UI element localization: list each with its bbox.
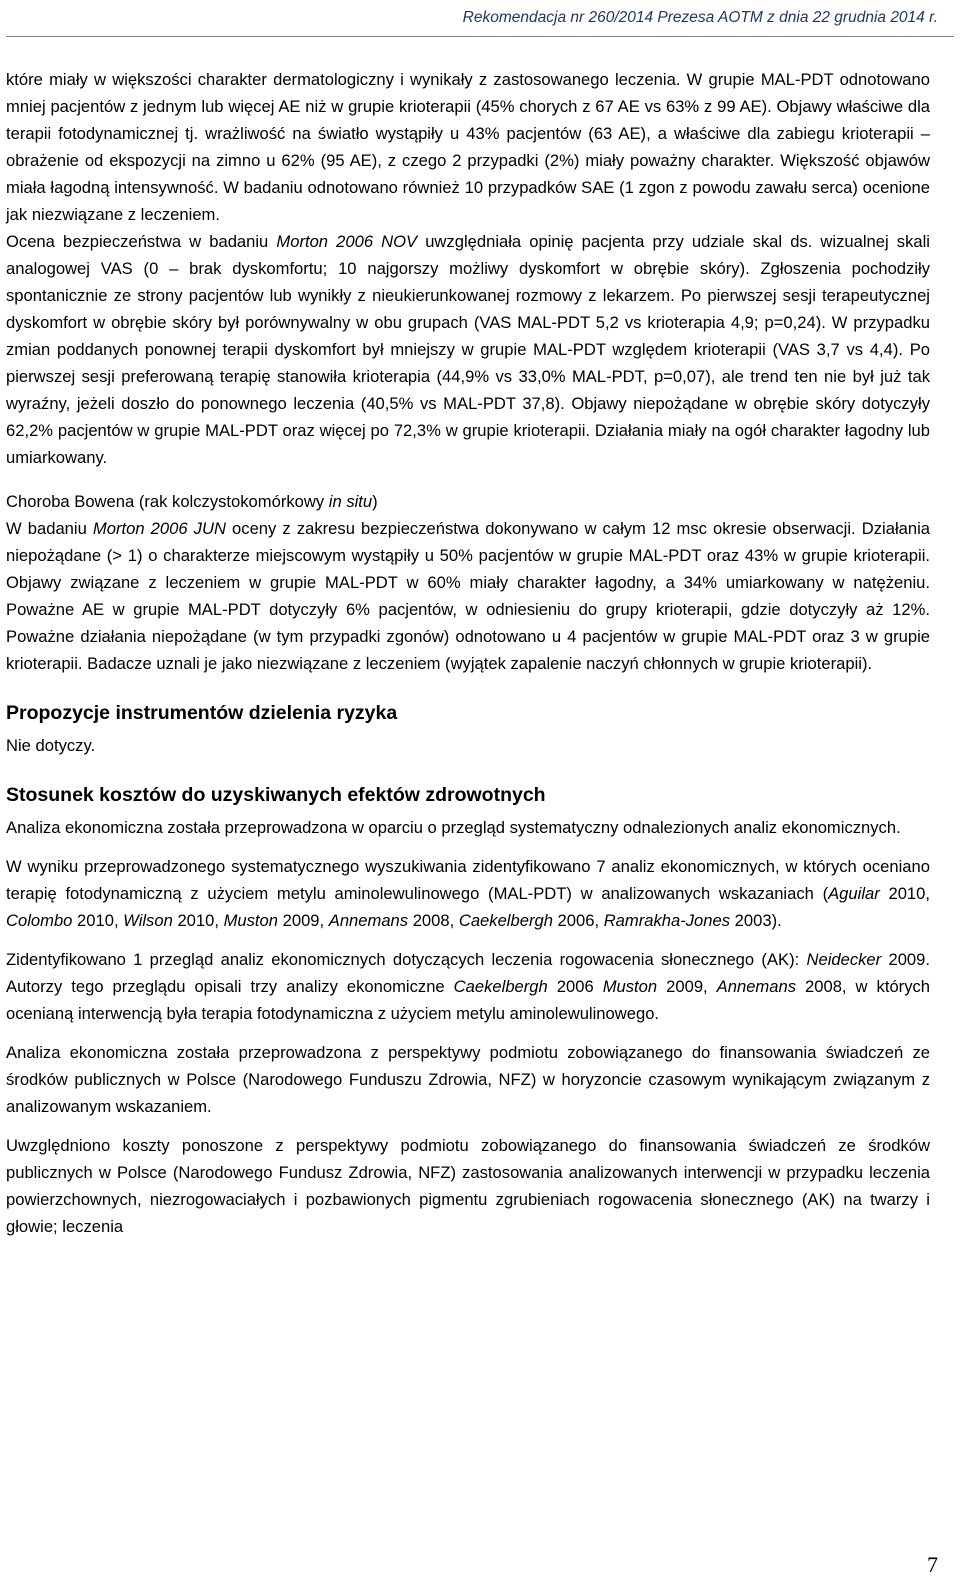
paragraph-review-identified xyxy=(6,946,930,1027)
citation-author: Wilson xyxy=(123,911,173,930)
text-span: Ocena bezpieczeństwa w badaniu xyxy=(6,232,277,251)
study-name: Morton 2006 JUN xyxy=(92,519,226,538)
citation-author: Ramrakha-Jones xyxy=(603,911,731,930)
document-body xyxy=(6,66,930,1240)
citation-year: 2009, xyxy=(278,911,329,930)
citation-author: Neidecker xyxy=(806,950,882,969)
paragraph-adverse-events: które miały w większości charakter dermatologiczny i wynikały z zastosowanego leczenia. W grupie MAL-PDT odnotowano mniej pacjentów z jednym lub więcej AE niż w grupie krioterapii (45% chorych z 67 AE vs 63% z 99 AE). Objawy właściwe dla terapii fotodynamicznej tj. wrażliwość na światło wystąpiły u 43% pacjentów (63 AE), a właściwe dla zabiegu krioterapii – obrażenie od ekspozycji na zimno u 62% (95 AE), z czego 2 przypadki (2%) miały poważny charakter. Większość objawów miała łagodną intensywność. W badaniu odnotowano również 10 przypadków SAE (1 zgon z powodu zawału serca) ocenione jak niezwiązane z leczeniem. xyxy=(6,70,930,224)
text-span: Zidentyfikowano 1 przegląd analiz ekonomicznych dotyczących leczenia rogowacenia słonecznego (AK): xyxy=(6,950,807,969)
citation-year: 2010, xyxy=(72,911,124,930)
text-span: W badaniu xyxy=(6,519,93,538)
section-heading-risk-sharing: Propozycje instrumentów dzielenia ryzyka xyxy=(6,702,398,724)
citation-year: 2010, xyxy=(172,911,224,930)
text-span: 2008, w których ocenianą interwencją była terapia fotodynamiczna z użyciem metylu aminolewulinowego. xyxy=(6,977,931,1023)
text-span: Choroba Bowena (rak kolczystokomórkowy xyxy=(6,492,329,511)
citation-author: Muston xyxy=(602,977,658,996)
text-span: ) xyxy=(372,492,378,511)
citation-year: 2003). xyxy=(730,911,782,930)
paragraph-safety-assessment xyxy=(6,228,930,471)
text-span: 2006 xyxy=(547,977,603,996)
text-span: 2009, xyxy=(657,977,717,996)
page-number: 7 xyxy=(927,1552,938,1577)
study-name: Morton 2006 NOV xyxy=(276,232,418,251)
document-header: Rekomendacja nr 260/2014 Prezesa AOTM z dnia 22 grudnia 2014 r. xyxy=(462,9,938,26)
citation-author: Caekelbergh xyxy=(458,911,553,930)
header-divider xyxy=(6,36,954,37)
citation-author: Muston xyxy=(223,911,278,930)
paragraph-not-applicable: Nie dotyczy. xyxy=(6,736,96,755)
italic-term: in situ xyxy=(328,492,373,511)
citation-author: Annemans xyxy=(716,977,797,996)
paragraph-search-results xyxy=(6,853,930,934)
paragraph-costs: Uwzględniono koszty ponoszone z perspektywy podmiotu zobowiązanego do finansowania świadczeń ze środków publicznych w Polsce (Narodowego Fundusz Zdrowia, NFZ) zastosowania analizowanych interwencji w przypadku leczenia powierzchownych, niezrogowaciałych i pozbawionych pigmentu zgrubieniach rogowacenia słonecznego (AK) na twarzy i głowie; leczenia xyxy=(6,1136,930,1236)
text-span: W wyniku przeprowadzonego systematycznego wyszukiwania zidentyfikowano 7 analiz ekonomicznych, w których oceniano terapię fotodynamiczną z użyciem metylu aminolewulinowego (MAL-PDT) w analizowanych wskazaniach ( xyxy=(6,857,930,903)
section-heading-cost-effectiveness: Stosunek kosztów do uzyskiwanych efektów zdrowotnych xyxy=(6,784,546,806)
paragraph-bowen-safety xyxy=(6,515,930,677)
text-span: uwzględniała opinię pacjenta przy udziale skal ds. wizualnej skali analogowej VAS (0 – brak dyskomfortu; 10 najgorszy możliwy dyskomfort w obrębie skóry). Zgłoszenia pochodziły spontanicznie ze strony pacjentów lub wynikły z nieukierunkowanej rozmowy z lekarzem. Po pierwszej sesji terapeutycznej dyskomfort w obrębie skóry był porównywalny w obu grupach (VAS MAL-PDT 5,2 vs krioterapia 4,9; p=0,24). W przypadku zmian poddanych ponownej terapii dyskomfort był mniejszy w grupie MAL-PDT względem krioterapii (VAS 3,7 vs 4,4). Po pierwszej sesji preferowaną terapię stanowiła krioterapia (44,9% vs 33,0% MAL-PDT, p=0,07), ale trend ten nie był już tak wyraźny, jeżeli doszło do ponownego leczenia (40,5% vs MAL-PDT 37,8). Objawy niepożądane w obrębie skóry dotyczyły 62,2% pacjentów w grupie MAL-PDT oraz więcej po 72,3% w grupie krioterapii. Działania miały na ogół charakter łagodny lub umiarkowany. xyxy=(6,232,930,467)
citation-author: Colombo xyxy=(6,911,73,930)
text-span: 2009. Autorzy tego przeglądu opisali trzy analizy ekonomiczne xyxy=(6,950,930,996)
citation-author: Caekelbergh xyxy=(453,977,548,996)
subsection-title-bowen xyxy=(6,488,930,515)
paragraph-economic-analysis: Analiza ekonomiczna została przeprowadzona w oparciu o przegląd systematyczny odnalezionych analiz ekonomicznych. xyxy=(6,818,901,837)
citation-year: 2010, xyxy=(879,884,930,903)
citation-author: Annemans xyxy=(328,911,409,930)
citation-year: 2006, xyxy=(552,911,604,930)
paragraph-perspective: Analiza ekonomiczna została przeprowadzona z perspektywy podmiotu zobowiązanego do finansowania świadczeń ze środków publicznych w Polsce (Narodowego Funduszu Zdrowia, NFZ) w horyzoncie czasowym wynikającym związanym z analizowanym wskazaniem. xyxy=(6,1043,930,1116)
citation-author: Aguilar xyxy=(828,884,880,903)
text-span: oceny z zakresu bezpieczeństwa dokonywano w całym 12 msc okresie obserwacji. Działania niepożądane (> 1) o charakterze miejscowym wystąpiły u 50% pacjentów w grupie MAL-PDT oraz 43% w grupie krioterapii. Objawy związane z leczeniem w grupie MAL-PDT w 60% miały charakter łagodny, a 34% umiarkowany w natężeniu. Poważne AE w grupie MAL-PDT dotyczyły 6% pacjentów, w odniesieniu do grupy krioterapii, gdzie dotyczyły aż 12%. Poważne działania niepożądane (w tym przypadki zgonów) odnotowano u 4 pacjentów w grupie MAL-PDT oraz 3 w grupie krioterapii. Badacze uznali je jako niezwiązane z leczeniem (wyjątek zapalenie naczyń chłonnych w grupie krioterapii). xyxy=(6,519,930,673)
citation-year: 2008, xyxy=(408,911,459,930)
